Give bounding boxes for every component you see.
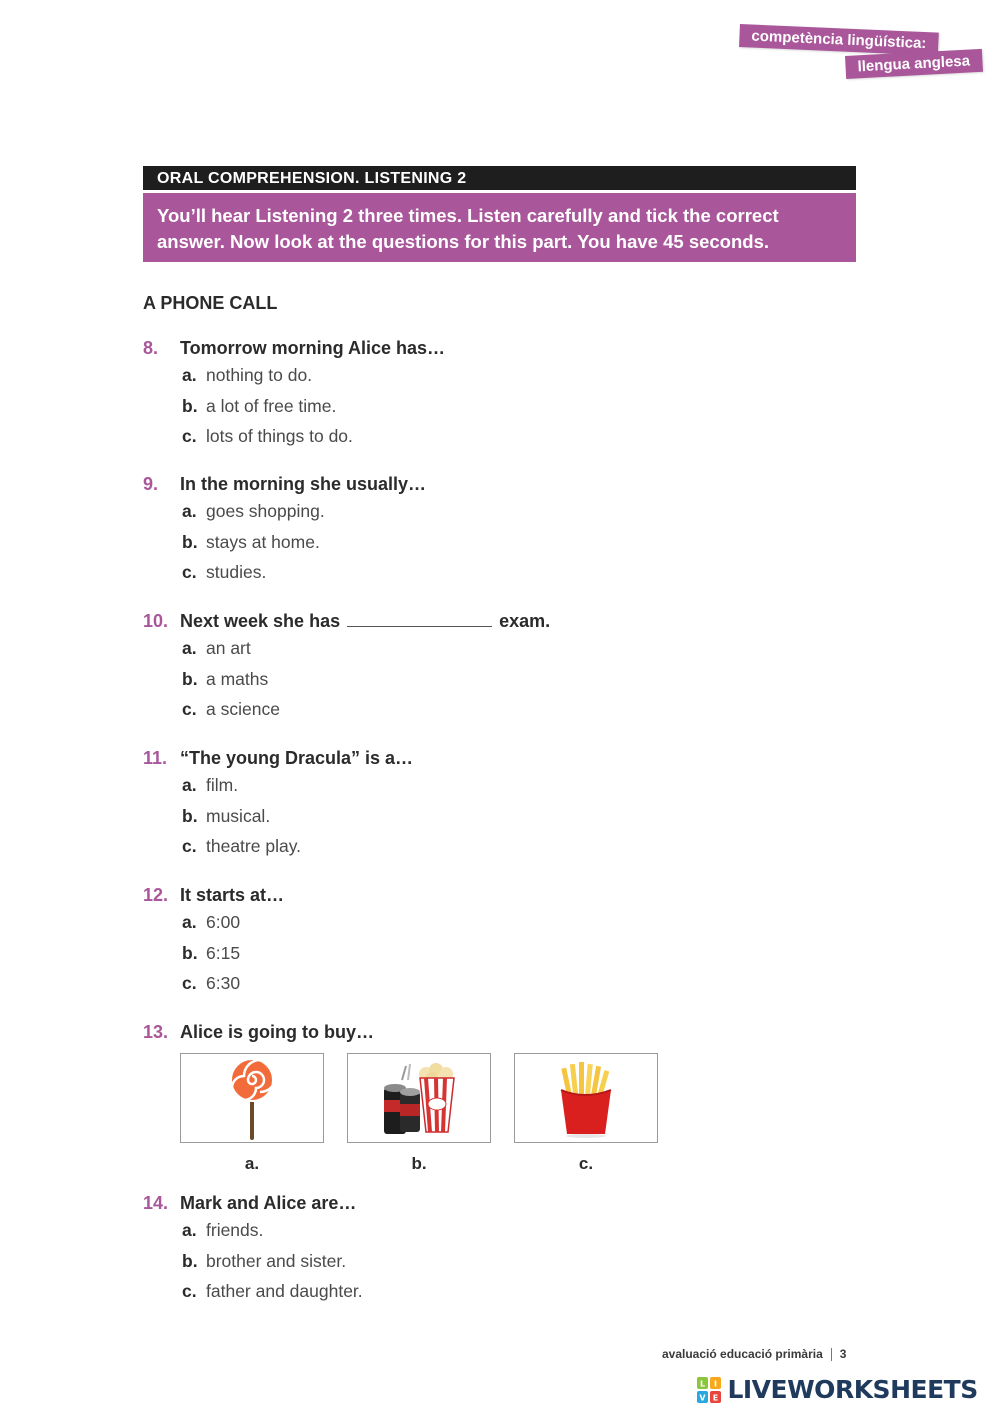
answer-option-c[interactable]: [143, 1276, 856, 1307]
answer-option-b[interactable]: [143, 938, 856, 969]
option-text: studies.: [206, 562, 267, 582]
question-text: Alice is going to buy…: [180, 1022, 375, 1042]
option-text: an art: [206, 638, 251, 658]
option-text: goes shopping.: [206, 501, 325, 521]
liveworksheets-brand: [697, 1375, 978, 1409]
option-text: father and daughter.: [206, 1281, 363, 1301]
french-fries-icon: [515, 1054, 657, 1142]
answer-option-b[interactable]: [143, 801, 856, 832]
question-text: “The young Dracula” is a…: [180, 748, 414, 768]
answer-option-b[interactable]: [143, 527, 856, 558]
question-text-after: exam.: [499, 611, 551, 631]
svg-text:E: E: [712, 1393, 719, 1402]
popcorn-and-drink-icon: [348, 1054, 490, 1142]
svg-text:I: I: [714, 1379, 717, 1388]
question-text: Tomorrow morning Alice has…: [180, 338, 446, 358]
subject-tag-line2: llengua anglesa: [845, 49, 983, 79]
option-text: 6:30: [206, 973, 241, 993]
section-header: ORAL COMPREHENSION. LISTENING 2: [143, 166, 856, 190]
answer-option-b[interactable]: [143, 391, 856, 422]
svg-text:V: V: [699, 1393, 706, 1402]
answer-option-a[interactable]: [143, 633, 856, 664]
page-footer: [662, 1347, 846, 1361]
option-letter: b.: [182, 668, 198, 689]
option-text: stays at home.: [206, 531, 320, 552]
option-letter: b.: [182, 531, 198, 552]
answer-option-b[interactable]: [143, 664, 856, 695]
brand-name: LIVEWORKSHEETS: [727, 1375, 978, 1404]
option-text: 6:15: [206, 942, 241, 963]
option-letter: c.: [182, 836, 197, 856]
question-heading: [143, 883, 856, 907]
question-heading: [143, 1191, 856, 1215]
option-letter: a.: [182, 1220, 197, 1240]
option-letter: c.: [182, 699, 197, 719]
question-number: 12.: [143, 885, 169, 905]
fill-in-blank[interactable]: [347, 610, 492, 627]
option-letter: c.: [182, 562, 197, 582]
question-11: [143, 746, 856, 862]
answer-option-a[interactable]: [143, 770, 856, 801]
option-text: a science: [206, 699, 280, 719]
question-number: 11.: [143, 748, 168, 768]
svg-text:L: L: [699, 1379, 706, 1388]
answer-option-a[interactable]: [143, 1215, 856, 1246]
question-13: [143, 1020, 856, 1044]
option-letter: a.: [182, 365, 197, 385]
option-letter: a.: [182, 912, 197, 932]
answer-option-c[interactable]: [143, 831, 856, 862]
question-12: [143, 883, 856, 999]
lollipop-icon: [181, 1054, 323, 1142]
question-8: [143, 336, 856, 452]
question-heading: [143, 1020, 856, 1044]
footer-divider: [831, 1348, 832, 1361]
answer-option-c[interactable]: [143, 968, 856, 999]
option-text: friends.: [206, 1220, 264, 1240]
option-letter: c.: [182, 973, 197, 993]
question-number: 13.: [143, 1022, 169, 1042]
option-text: nothing to do.: [206, 365, 313, 385]
picture-option-a[interactable]: [180, 1053, 324, 1143]
option-letter: a.: [182, 501, 197, 521]
option-letter: b.: [182, 942, 198, 963]
question-heading: [143, 609, 856, 633]
answer-option-a[interactable]: [143, 907, 856, 938]
answer-option-c[interactable]: [143, 421, 856, 452]
question-text: Mark and Alice are…: [180, 1193, 357, 1213]
option-letter: a.: [182, 775, 197, 795]
question-14: [143, 1191, 856, 1307]
option-text: a maths: [206, 668, 269, 689]
option-text: 6:00: [206, 912, 241, 932]
answer-option-a[interactable]: [143, 496, 856, 527]
option-letter: c.: [182, 426, 197, 446]
picture-label-b: b.: [411, 1154, 427, 1173]
page-number: 3: [839, 1347, 847, 1361]
question-9: [143, 472, 856, 588]
question-10: [143, 609, 856, 725]
answer-option-b[interactable]: [143, 1246, 856, 1277]
question-number: 10.: [143, 611, 169, 631]
option-letter: b.: [182, 395, 198, 416]
option-text: theatre play.: [206, 836, 302, 856]
question-text: It starts at…: [180, 885, 285, 905]
option-letter: a.: [182, 638, 197, 658]
liveworksheets-logo-icon: [697, 1377, 721, 1403]
question-text: In the morning she usually…: [180, 474, 427, 494]
picture-label-a: a.: [244, 1154, 260, 1173]
question-number: 14.: [143, 1193, 169, 1213]
exercise-title: A PHONE CALL: [143, 293, 278, 313]
question-heading: [143, 746, 856, 770]
question-number: 9.: [143, 474, 159, 494]
option-text: lots of things to do.: [206, 426, 353, 446]
picture-label-c: c.: [578, 1154, 594, 1173]
subject-tag-line1: competència lingüística:: [739, 24, 939, 56]
option-text: film.: [206, 775, 239, 795]
answer-option-c[interactable]: [143, 557, 856, 588]
option-text: brother and sister.: [206, 1250, 347, 1271]
instructions-box: You’ll hear Listening 2 three times. Listen carefully and tick the correct answer. Now look at the questions for this part. You have 45 seconds.: [143, 193, 856, 262]
question-heading: [143, 472, 856, 496]
picture-option-c[interactable]: [514, 1053, 658, 1143]
question-text-before: Next week she has: [180, 611, 341, 631]
question-heading: [143, 336, 856, 360]
option-letter: b.: [182, 805, 198, 826]
option-text: a lot of free time.: [206, 395, 337, 416]
option-text: musical.: [206, 805, 271, 826]
answer-option-c[interactable]: [143, 694, 856, 725]
question-number: 8.: [143, 338, 159, 358]
picture-options: [180, 1053, 660, 1178]
option-letter: b.: [182, 1250, 198, 1271]
answer-option-a[interactable]: [143, 360, 856, 391]
picture-option-b[interactable]: [347, 1053, 491, 1143]
option-letter: c.: [182, 1281, 197, 1301]
footer-text: avaluació educació primària: [662, 1347, 823, 1361]
